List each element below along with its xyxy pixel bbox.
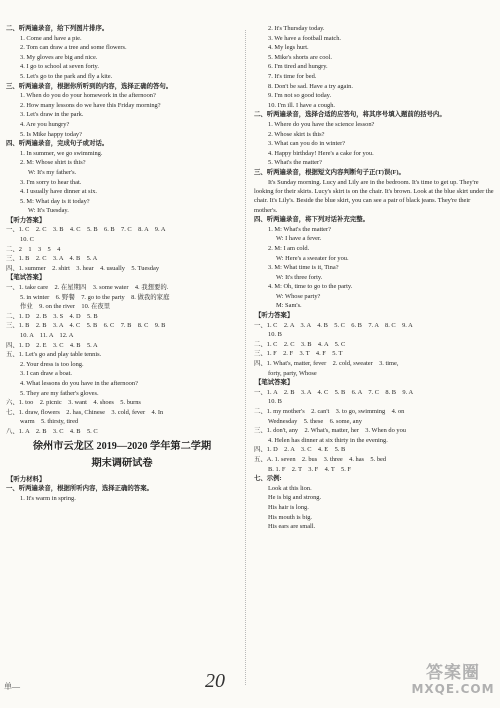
text-line: 10. B [268, 331, 282, 339]
text-line: 5. Let's go to the park and fly a kite. [20, 72, 113, 80]
text-line: W: Here's a sweater for you. [276, 254, 349, 262]
text-line: 8. Don't be sad. Have a try again. [268, 82, 353, 90]
section-heading: 三、听两遍录音，根据短文内容判断句子正(T)误(F)。 [254, 168, 405, 176]
text-line [6, 216, 238, 226]
text-line: Look at this lion. [268, 484, 312, 492]
text-line: 一、1. C 2. C 3. B 4. C 5. B 6. B 7. C 8. A 9. A [6, 226, 166, 234]
text-line: He is big and strong. [268, 494, 322, 502]
text-line: 七、1. draw, flowers 2. has, Chinese 3. cold, fever 4. In [6, 408, 164, 416]
text-line: 2. Whose skirt is this? [268, 130, 325, 138]
text-line: 10. I'm ill. I have a cough. [268, 101, 335, 109]
text-line: 4. M: Oh, time to go to the party. [268, 283, 353, 291]
text-line: 三、1. B 2. C 3. A 4. B 5. A [6, 255, 98, 263]
section-heading: 四、听两遍录音，完成句子或对话。 [6, 140, 109, 148]
text-line: 四、1. D 2. E 3. C 4. B 5. A [6, 341, 98, 349]
text-line: 2. Your dress is too long. [20, 360, 84, 368]
section-heading: 二、听两遍录音，选择合适的应答句，将其序号填入题前的括号内。 [254, 111, 446, 119]
left-column-lines [6, 24, 238, 437]
left-column [6, 24, 238, 503]
text-line: 5. Mike's shorts are cool. [268, 53, 332, 61]
text-line: His hair is long. [268, 503, 309, 511]
text-line: 2. M: I am cold. [268, 244, 310, 252]
watermark-line2: MXQE.COM [411, 682, 495, 696]
right-column-lines [254, 24, 494, 532]
text-line: 5. in winter 6. 野餐 7. go to the party 8. 做我的家庭 [20, 293, 170, 301]
watermark-line1: 答案圈 [426, 663, 480, 683]
text-line: 9. I'm not so good today. [268, 92, 332, 100]
text-line: 4. My legs hurt. [268, 44, 309, 52]
text-line: 一、1. take care 2. 在星期四 3. some water 4. 我想要的. [6, 284, 169, 292]
text-line [6, 475, 238, 485]
text-line: 1. It's warm in spring. [20, 494, 76, 502]
text-line: W: It's three forty. [276, 273, 323, 281]
right-column [254, 24, 494, 532]
text-line: 5. What's the matter? [268, 159, 322, 167]
text-line: 3. I'm sorry to hear that. [20, 178, 82, 186]
text-line: 7. It's time for bed. [268, 72, 317, 80]
text-line: W: It's my father's. [28, 168, 77, 176]
exam-title-line1: 徐州市云龙区 2019—2020 学年第二学期 [32, 440, 212, 452]
answer-section-tag: 【笔试答案】 [255, 379, 294, 387]
text-line: 四、1. What's, matter, fever 2. cold, sweater 3. time, [254, 360, 399, 368]
text-line: 10. A 11. A 12. A [20, 332, 74, 339]
text-line: B. 1. F 2. T 3. F 4. T 5. F [268, 465, 351, 473]
section-heading: 一、听两遍录音，根据所听内容，选择正确的答案。 [6, 485, 153, 493]
answer-section-tag: 【听力材料】 [7, 475, 46, 483]
text-line: 3. My gloves are big and nice. [20, 53, 98, 61]
text-line: 4. What lessons do you have in the afternoon? [20, 379, 138, 387]
text-line: 4. I usually have dinner at six. [20, 188, 98, 196]
text-line: 六、1. too 2. picnic 3. want 4. shoes 5. burns [6, 399, 141, 407]
page-number: 20 [205, 670, 225, 692]
text-line: 10. B [268, 398, 282, 406]
answer-section-tag: 【笔试答案】 [7, 274, 46, 282]
text-line: 5. M: What day is it today? [20, 197, 90, 205]
text-line: 四、1. D 2. A 3. C 4. E 5. B [254, 446, 346, 454]
text-line: Wednesday 5. these 6. some, any [268, 417, 362, 425]
text-line [6, 273, 238, 283]
text-line: W: Whose party? [276, 292, 321, 300]
section-heading: 四、听两遍录音，将下列对话补充完整。 [254, 216, 370, 224]
text-line: 二、1. C 2. C 3. B 4. A 5. C [254, 340, 346, 348]
answer-section-tag: 【听力答案】 [255, 312, 294, 320]
text-line: 2. It's Thursday today. [268, 25, 325, 32]
text-line: 3. M: What time is it, Tina? [268, 264, 339, 272]
exam-title-line2: 期末调研试卷 [91, 457, 153, 469]
text-line: 三、1. B 2. B 3. A 4. C 5. B 6. C 7. B 8. C 9. B [6, 322, 166, 330]
text-line: 二、1. D 2. B 3. S 4. D 5. B [6, 312, 98, 320]
text-line: His mouth is big. [268, 513, 313, 521]
text-line: 1. M: What's the matter? [268, 225, 331, 233]
text-line: 6. I'm tired and hungry. [268, 63, 328, 71]
text-line: 5. Is Mike happy today? [20, 130, 82, 138]
text-line: 二、2 1 3 5 4 [6, 245, 61, 253]
text-line: It's Sunday morning. Lucy and Lily are in the bedroom. It's time to get up. They're looking for their skirts. Lucy's skirt is on the chair. It's brown. Look at the blue skirt under the chair. It's Lily's. Beside the blue skirt, you can see a pair of black jeans. They're their mother's. [254, 178, 494, 214]
corner-mark: 单— [4, 682, 20, 691]
text-line: 1. In summer, we go swimming. [20, 149, 103, 157]
section-heading: 三、听两遍录音，根据你所听到的内容，选择正确的答句。 [6, 82, 173, 90]
answer-section-tag: 【听力答案】 [7, 216, 46, 224]
text-line: 八、1. A 2. B 3. C 4. B 5. C [6, 427, 98, 435]
text-line: 三、1. F 2. F 3. T 4. F 5. T [254, 350, 343, 358]
text-line: 2. M: Whose shirt is this? [20, 159, 86, 167]
text-line: 1. Where do you have the science lesson? [268, 120, 375, 128]
watermark-logo [410, 664, 496, 704]
text-line: 3. We have a football match. [268, 34, 342, 42]
text-line: 4. I go to school at seven forty. [20, 63, 99, 71]
text-line: 作业 9. on the river 10. 在夜里 [20, 303, 111, 311]
text-line: 4. Are you hungry? [20, 120, 70, 128]
text-line: 10. C [20, 236, 34, 244]
text-line: 3. What can you do in winter? [268, 140, 346, 148]
text-line: 1. Come and have a pie. [20, 34, 82, 42]
left-column-tail [6, 475, 238, 504]
section-heading: 七、示例: [254, 475, 282, 483]
text-line [254, 311, 494, 321]
text-line: 3. Let's draw in the park. [20, 111, 84, 119]
text-line: W: It's Tuesday. [28, 207, 69, 215]
section-heading: 二、听两遍录音，给下列图片排序。 [6, 25, 109, 32]
text-line: 4. Happy birthday! Here's a cake for you. [268, 149, 374, 157]
text-line: 五、A. 1. seven 2. bus 3. three 4. has 5. bed [254, 455, 387, 463]
column-divider [245, 30, 246, 685]
text-line: 1. When do you do your homework in the afternoon? [20, 92, 156, 100]
text-line: M: Sam's. [276, 302, 302, 310]
text-line: warm 5. thirsty, tired [20, 418, 79, 426]
text-line: 5. They are my father's gloves. [20, 389, 99, 397]
text-line: 2. How many lessons do we have this Friday morning? [20, 101, 161, 109]
text-line: 2. Tom can draw a tree and some flowers. [20, 44, 127, 52]
text-line: 五、1. Let's go and play table tennis. [6, 351, 102, 359]
text-line: 一、1. A 2. B 3. A 4. C 5. B 6. A 7. C 8. B 9. A [254, 388, 414, 396]
text-line: forty, party, Whose [268, 369, 317, 377]
text-line: 3. I can draw a boat. [20, 370, 72, 378]
text-line: 二、1. my mother's 2. can't 3. to go, swimming 4. on [254, 408, 405, 415]
text-line: His ears are small. [268, 523, 316, 531]
text-line: 四、1. summer 2. shirt 3. hear 4. usually 5. Tuesday [6, 264, 160, 272]
text-line: 一、1. C 2. A 3. A 4. B 5. C 6. B 7. A 8. C 9. A [254, 321, 413, 329]
text-line [254, 378, 494, 388]
text-line: 三、1. don't, any 2. What's, matter, her 3. When do you [254, 427, 406, 435]
text-line: 4. Helen has dinner at six thirty in the evening. [268, 436, 388, 444]
text-line: W: I have a fever. [276, 235, 322, 243]
